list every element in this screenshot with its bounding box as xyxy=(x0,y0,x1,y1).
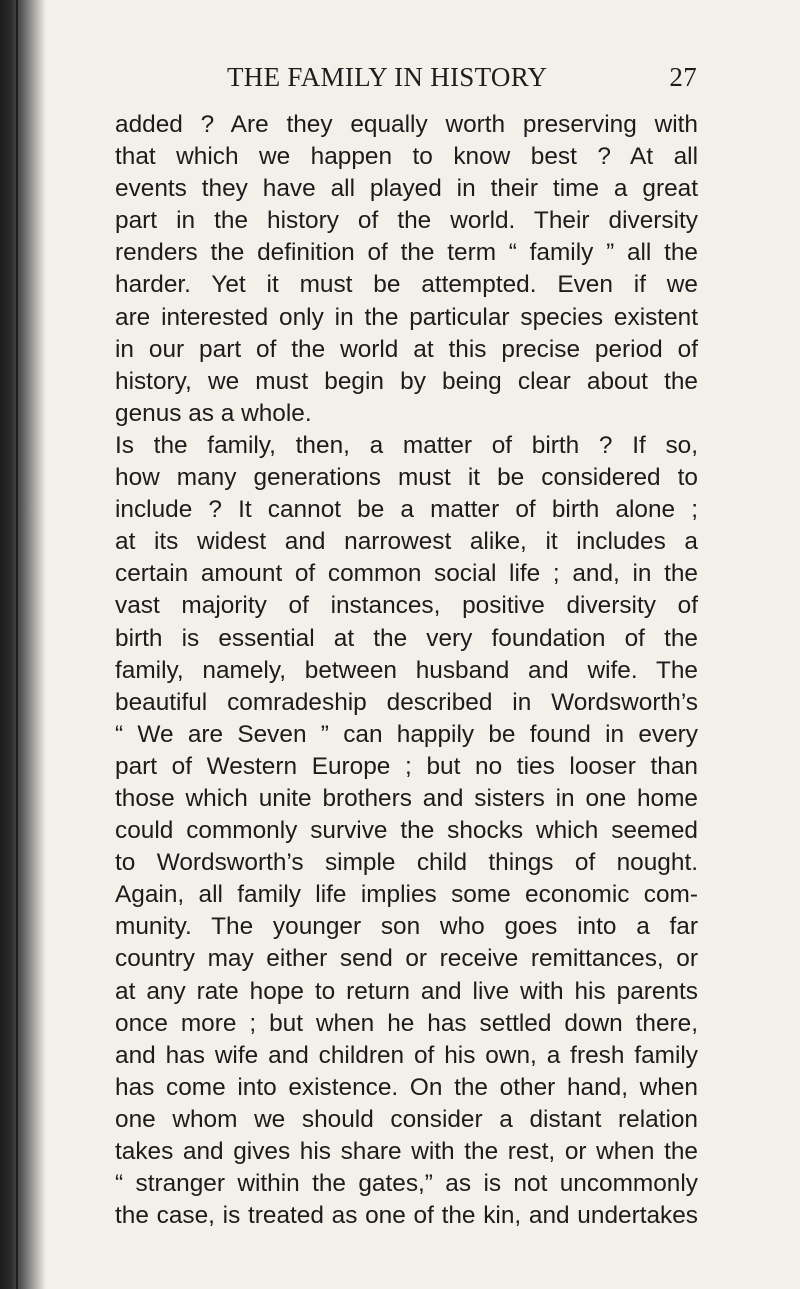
text-line: has come into existence. On the other hand, when xyxy=(115,1073,698,1101)
text-line: vast majority of instances, positive diversity of xyxy=(115,592,698,620)
text-line: include ? It cannot be a matter of birth alone ; xyxy=(115,496,698,524)
text-line: family, namely, between husband and wife. The xyxy=(115,656,698,684)
text-line: country may either send or receive remittances, or xyxy=(115,945,698,973)
text-line: “ We are Seven ” can happily be found in every xyxy=(115,720,698,748)
text-line: part in the history of the world. Their diversity xyxy=(115,207,698,235)
binding-edge xyxy=(16,0,18,1289)
text-line: could commonly survive the shocks which seemed xyxy=(115,817,698,845)
text-line: at its widest and narrowest alike, it includes a xyxy=(115,528,698,556)
text-line: that which we happen to know best ? At all xyxy=(115,143,698,171)
text-line: munity. The younger son who goes into a far xyxy=(115,913,698,941)
text-line: events they have all played in their time a great xyxy=(115,175,698,203)
text-line: those which unite brothers and sisters in one home xyxy=(115,784,698,812)
text-line: how many generations must it be considered to xyxy=(115,464,698,492)
text-line: in our part of the world at this precise period of xyxy=(115,335,698,363)
text-line: birth is essential at the very foundation of the xyxy=(115,624,698,652)
text-line: beautiful comradeship described in Wordsworth’s xyxy=(115,688,698,716)
text-line: renders the definition of the term “ family ” all the xyxy=(115,239,698,267)
text-line: and has wife and children of his own, a fresh family xyxy=(115,1041,698,1069)
page-number: 27 xyxy=(669,62,697,92)
text-line: added ? Are they equally worth preserving with xyxy=(115,111,698,138)
text-line: are interested only in the particular species existent xyxy=(115,303,698,331)
text-line: at any rate hope to return and live with his parents xyxy=(115,977,698,1005)
text-line: harder. Yet it must be attempted. Even if we xyxy=(115,271,698,299)
text-line: “ stranger within the gates,” as is not uncommonly xyxy=(115,1170,698,1198)
text-line: one whom we should consider a distant relation xyxy=(115,1105,698,1133)
binding-shadow xyxy=(0,0,46,1289)
text-line: takes and gives his share with the rest, or when the xyxy=(115,1138,698,1165)
text-line: genus as a whole. xyxy=(115,399,312,427)
text-line: Again, all family life implies some economic com- xyxy=(115,881,698,909)
text-line: once more ; but when he has settled down there, xyxy=(115,1009,698,1037)
text-line: Is the family, then, a matter of birth ? If so, xyxy=(115,431,698,459)
running-title: THE FAMILY IN HISTORY xyxy=(227,62,548,92)
text-line: to Wordsworth’s simple child things of nought. xyxy=(115,849,698,877)
text-line: certain amount of common social life ; and, in the xyxy=(115,560,698,588)
text-line: the case, is treated as one of the kin, and undertakes xyxy=(115,1202,698,1230)
text-line: part of Western Europe ; but no ties looser than xyxy=(115,752,698,780)
text-line: history, we must begin by being clear about the xyxy=(115,367,698,395)
body-text xyxy=(115,109,698,1232)
